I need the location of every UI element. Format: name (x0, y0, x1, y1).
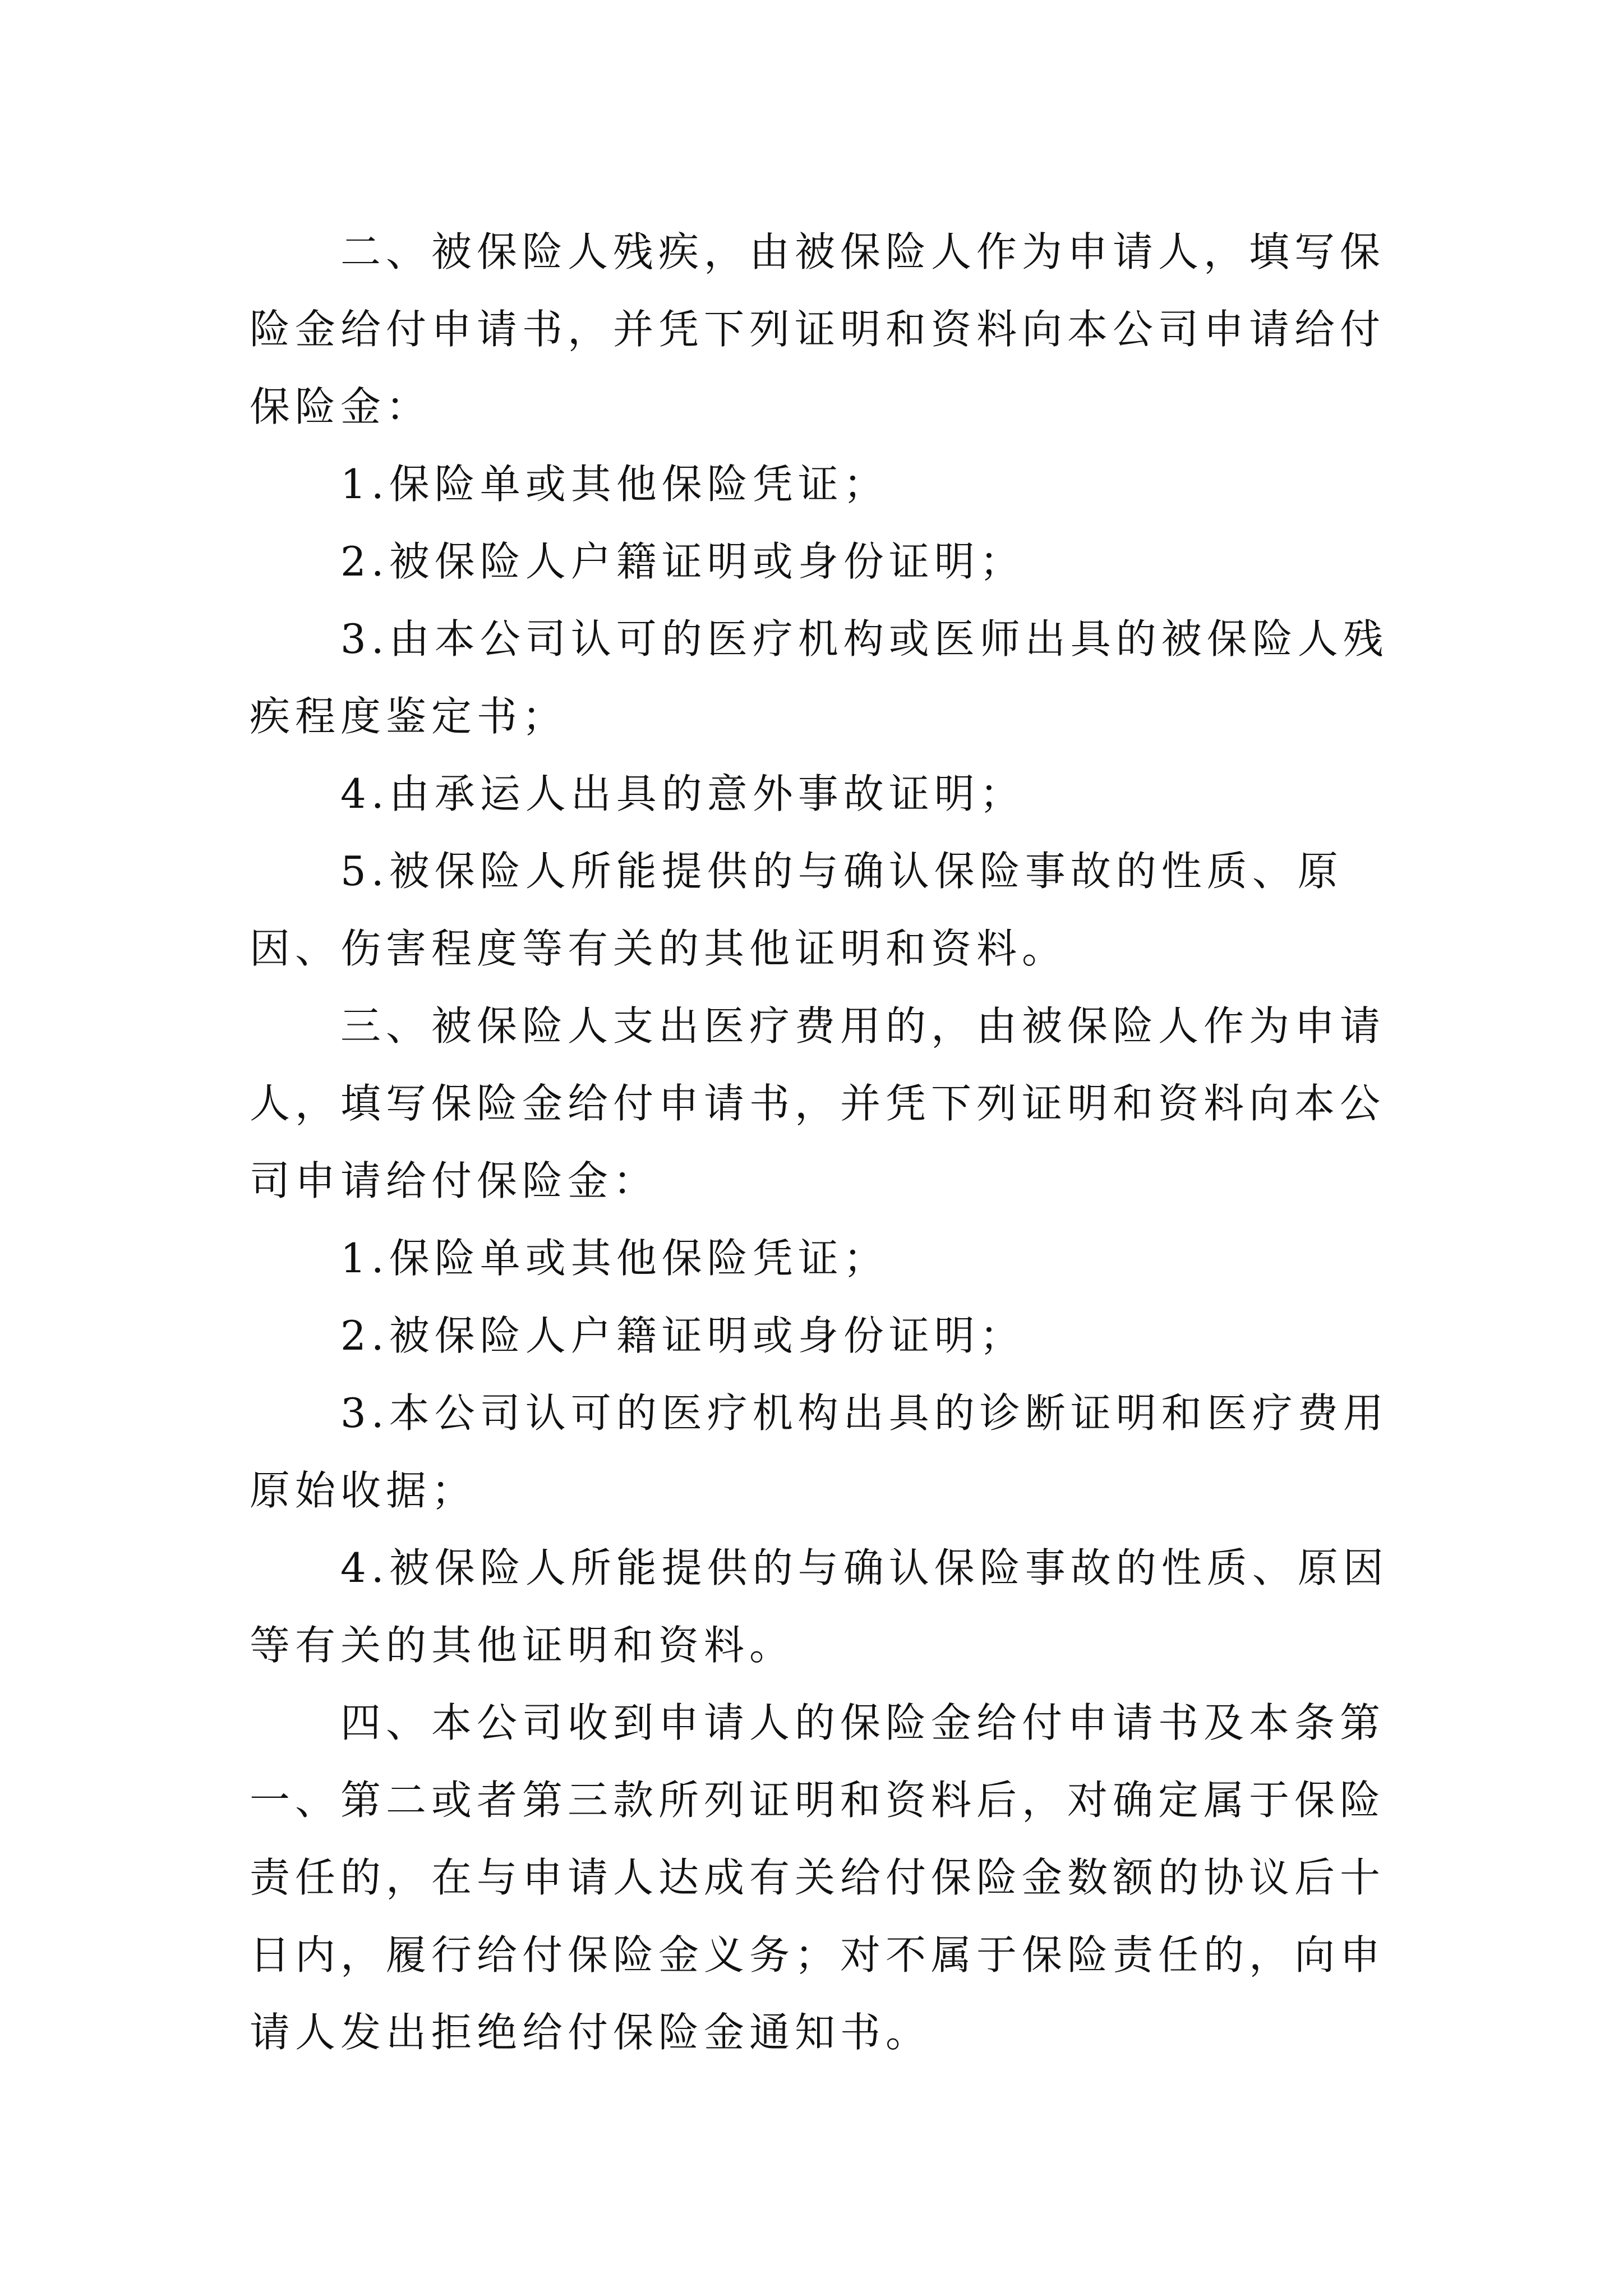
paragraph-clause-2-item-1: 1.保险单或其他保险凭证； (340, 461, 889, 508)
paragraph-clause-3-item-4: 4.被保险人所能提供的与确认保险事故的性质、原因等有关的其他证明和资料。 (250, 1544, 1389, 1669)
paragraph-clause-3-item-3: 3.本公司认可的医疗机构出具的诊断证明和医疗费用原始收据； (250, 1389, 1389, 1514)
paragraph-clause-2-item-2: 2.被保险人户籍证明或身份证明； (340, 538, 1025, 585)
paragraph-clause-2-item-4: 4.由承运人出具的意外事故证明； (340, 770, 1025, 817)
paragraph-clause-3: 三、被保险人支出医疗费用的，由被保险人作为申请人，填写保险金给付申请书，并凭下列证明和资料向本公司申请给付保险金： (250, 1002, 1386, 1204)
paragraph-clause-3-item-1: 1.保险单或其他保险凭证； (340, 1235, 889, 1282)
paragraph-clause-3-item-2: 2.被保险人户籍证明或身份证明； (340, 1312, 1025, 1359)
paragraph-clause-2: 二、被保险人残疾，由被保险人作为申请人，填写保险金给付申请书，并凭下列证明和资料向本公司申请给付保险金： (250, 228, 1386, 430)
paragraph-clause-2-item-3: 3.由本公司认可的医疗机构或医师出具的被保险人残疾程度鉴定书； (250, 615, 1389, 740)
paragraph-clause-2-item-5: 5.被保险人所能提供的与确认保险事故的性质、原因、伤害程度等有关的其他证明和资料。 (250, 848, 1343, 972)
document-body (250, 213, 1394, 2071)
paragraph-clause-4: 四、本公司收到申请人的保险金给付申请书及本条第一、第二或者第三款所列证明和资料后，对确定属于保险责任的，在与申请人达成有关给付保险金数额的协议后十日内，履行给付保险金义务；对不属于保险责任的，向申请人发出拒绝给付保险金通知书。 (250, 1699, 1386, 2056)
